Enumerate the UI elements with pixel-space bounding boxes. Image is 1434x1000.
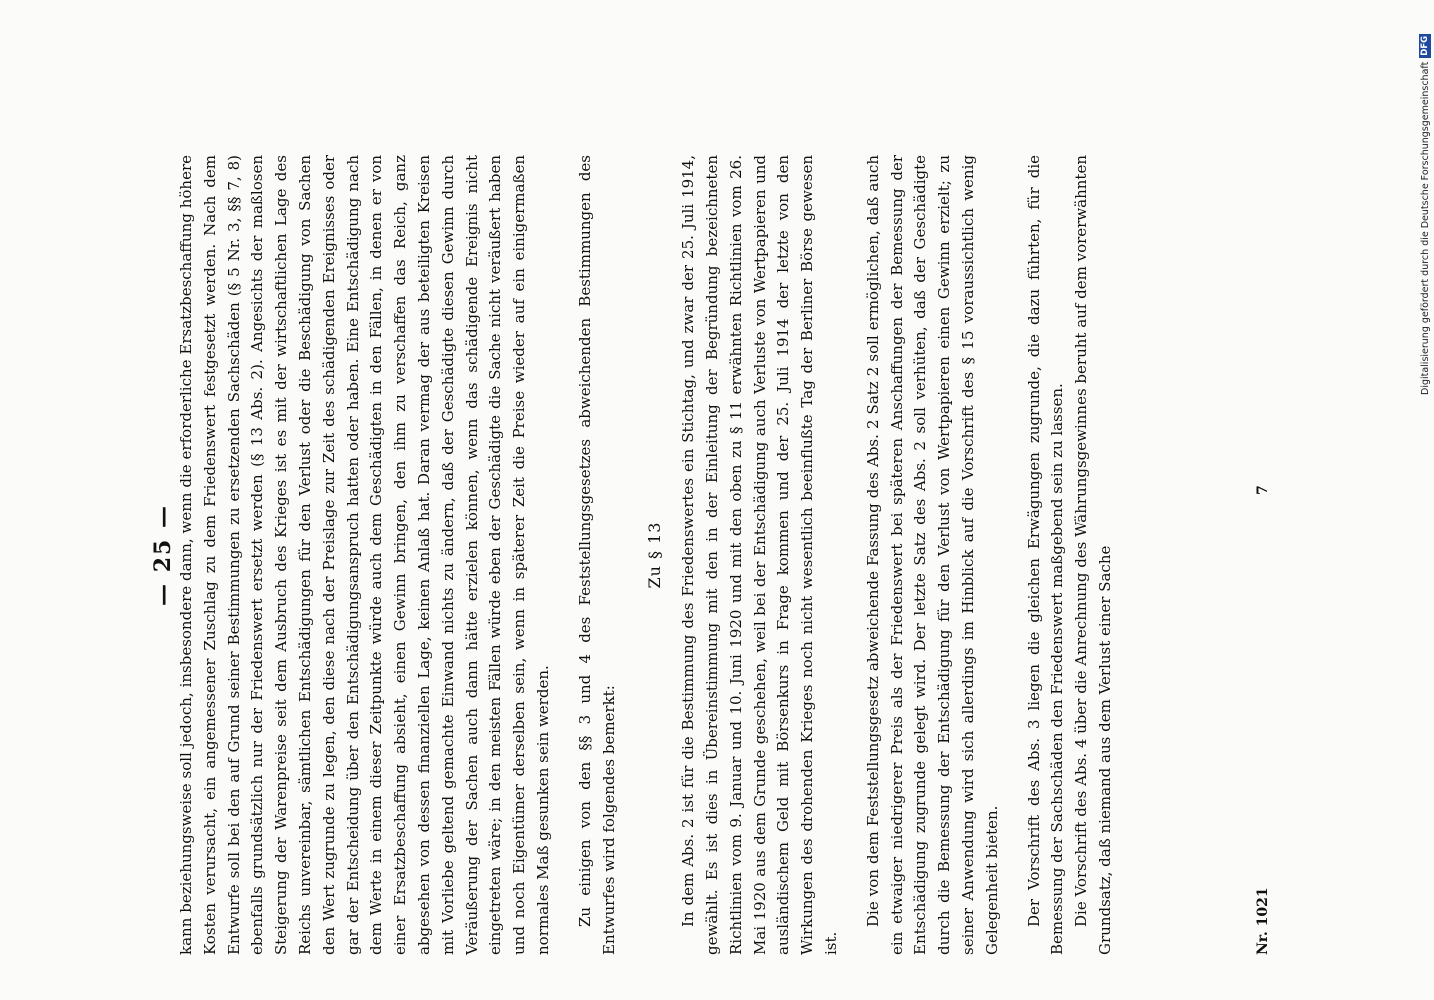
paragraph: In dem Abs. 2 ist für die Bestimmung des Friedenswertes ein Stichtag, und zwar der 25. Juli 1914, gewählt. Es ist dies in Übereinstimmung mit den in der Einleitung der Begründung bezeichneten Richtlinien vom 9. Januar und 10. Juni 1920 und mit den oben zu § 11 erwähnten Richtlinien vom 26. Mai 1920 aus dem Grunde geschehen, weil bei der Entschädigung auch Verluste von Wertpapieren und ausländischem Geld mit Börsenkurs in Frage kommen und der 25. Juli 1914 der letzte von den Wirkungen des drohenden Krieges noch nicht wesentlich beeinflußte Tag der Berliner Börse gewesen ist. [679, 155, 840, 955]
signature-mark: 7 [1255, 485, 1271, 495]
funding-note-text: Digitalisierung gefördert durch die Deutsche Forschungsgemeinschaft [1419, 61, 1431, 395]
body-text [175, 155, 1118, 955]
document-number: Nr. 1021 [1255, 887, 1271, 955]
section-heading: Zu § 13 [645, 521, 665, 589]
funding-note [1418, 15, 1432, 395]
paragraph: Die von dem Feststellungsgesetz abweichende Fassung des Abs. 2 Satz 2 soll ermöglichen, daß auch ein etwaiger niedrigerer Preis als der Friedenswert bei späteren Anschaffungen der Bemessung der Entschädigung zugrunde gelegt wird. Der letzte Satz des Abs. 2 soll verhüten, daß der Geschädigte durch die Bemessung der Entschädigung für den Verlust von Wertpapieren einen Gewinn erzielt; zu seiner Anwendung wird sich allerdings im Hinblick auf die Vorschrift des § 15 voraussichtlich wenig Gelegenheit bieten. [863, 155, 1001, 955]
paragraph: Der Vorschrift des Abs. 3 liegen die gleichen Erwägungen zugrunde, die dazu führten, für die Bemessung der Sachschäden den Friedenswert maßgebend sein zu lassen. [1024, 155, 1067, 955]
dfg-logo: DFG [1420, 35, 1430, 56]
paragraph: Zu einigen von den §§ 3 und 4 des Feststellungsgesetzes abweichenden Bestimmungen des Entwurfes wird folgendes bemerkt: [575, 155, 618, 955]
page-number-header: — 25 — [150, 504, 176, 606]
rotated-page-content [150, 155, 1290, 955]
paragraph: kann beziehungsweise soll jedoch, insbesondere dann, wenn die erforderliche Ersatzbeschaffung höhere Kosten verursacht, ein angemessener Zuschlag zu dem Friedenswert festgesetzt werden. Nach dem Entwurfe soll bei den auf Grund seiner Bestimmungen zu ersetzenden Sachschäden (§ 5 Nr. 3, §§ 7, 8) ebenfalls grundsätzlich nur der Friedenswert ersetzt werden (§ 13 Abs. 2). Angesichts der maßlosen Steigerung der Warenpreise seit dem Ausbruch des Krieges ist es mit der wirtschaftlichen Lage des Reichs unvereinbar, sämtlichen Entschädigungen für den Verlust oder die Beschädigung von Sachen den Wert zugrunde zu legen, den diese nach der Preislage zur Zeit des schädigenden Ereignisses oder gar der Entscheidung über den Entschädigungsanspruch hatten oder haben. Eine Entschädigung nach dem Werte in einem dieser Zeitpunkte würde auch dem Geschädigten in den Fällen, in denen er von einer Ersatzbeschaffung absieht, einen Gewinn bringen, den ihm zu verschaffen das Reich, ganz abgesehen von dessen finanziellen Lage, keinen Anlaß hat. Daran vermag der aus beteiligten Kreisen mit Vorliebe geltend gemachte Einwand nichts zu ändern, daß der Geschädigte diesen Gewinn durch Veräußerung der Sachen auch dann hätte erzielen können, wenn das schädigende Ereignis nicht eingetreten wäre; in den meisten Fällen würde eben der Geschädigte die Sache nicht veräußert haben und noch Eigentümer derselben sein, wenn in späterer Zeit die Preise wieder auf ein einigermaßen normales Maß gesunken sein werden. [177, 155, 552, 955]
paragraph: Die Vorschrift des Abs. 4 über die Anrechnung des Währungsgewinnes beruht auf dem vorerwähnten Grundsatz, daß niemand aus dem Verlust einer Sache [1072, 155, 1114, 955]
